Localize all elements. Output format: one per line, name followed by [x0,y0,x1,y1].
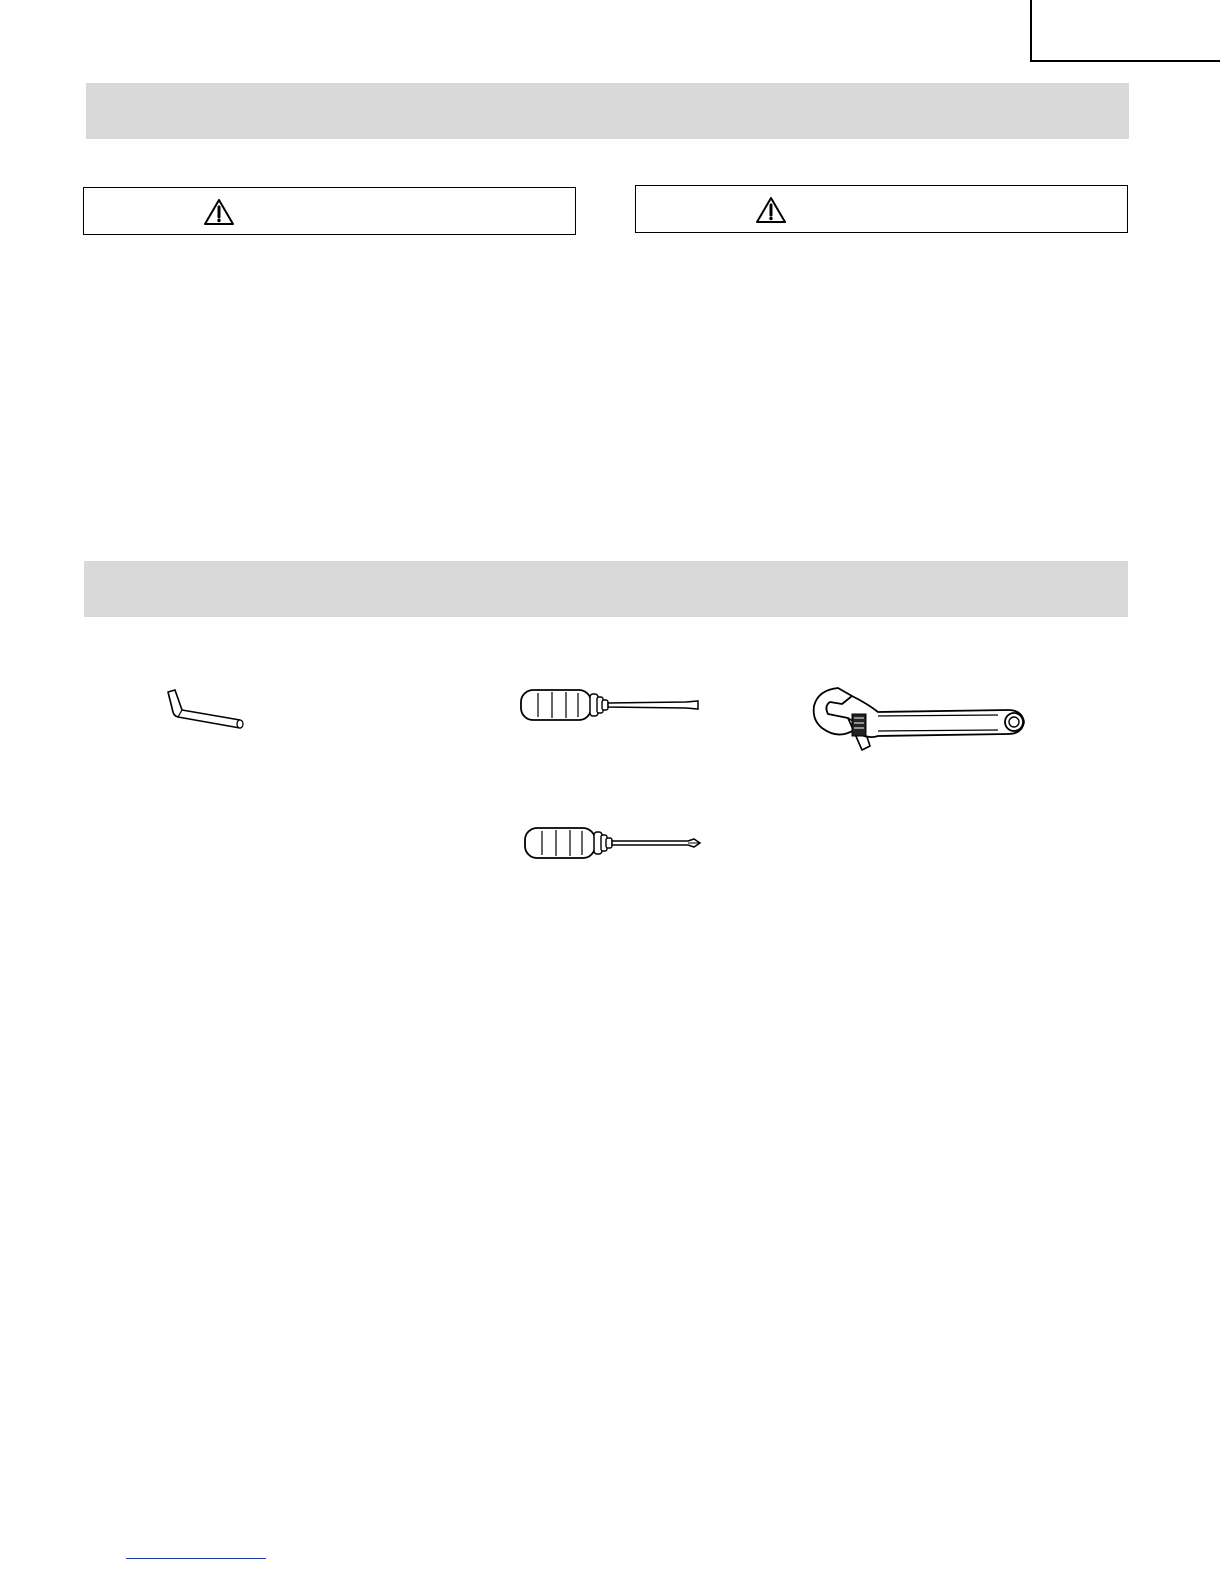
adjustable-wrench-icon [808,684,1038,754]
flat-screwdriver-icon [518,686,708,726]
warning-triangle-icon [203,198,235,226]
section-header-band-tools [84,561,1128,617]
hex-key-icon [160,686,250,736]
warning-box-left [83,187,576,235]
phillips-screwdriver-icon [522,824,712,864]
section-header-band-top [86,83,1129,139]
warning-box-right [635,185,1128,233]
page-tab-box [1030,0,1220,62]
footer-underline [126,1558,266,1559]
warning-triangle-icon [755,196,787,224]
